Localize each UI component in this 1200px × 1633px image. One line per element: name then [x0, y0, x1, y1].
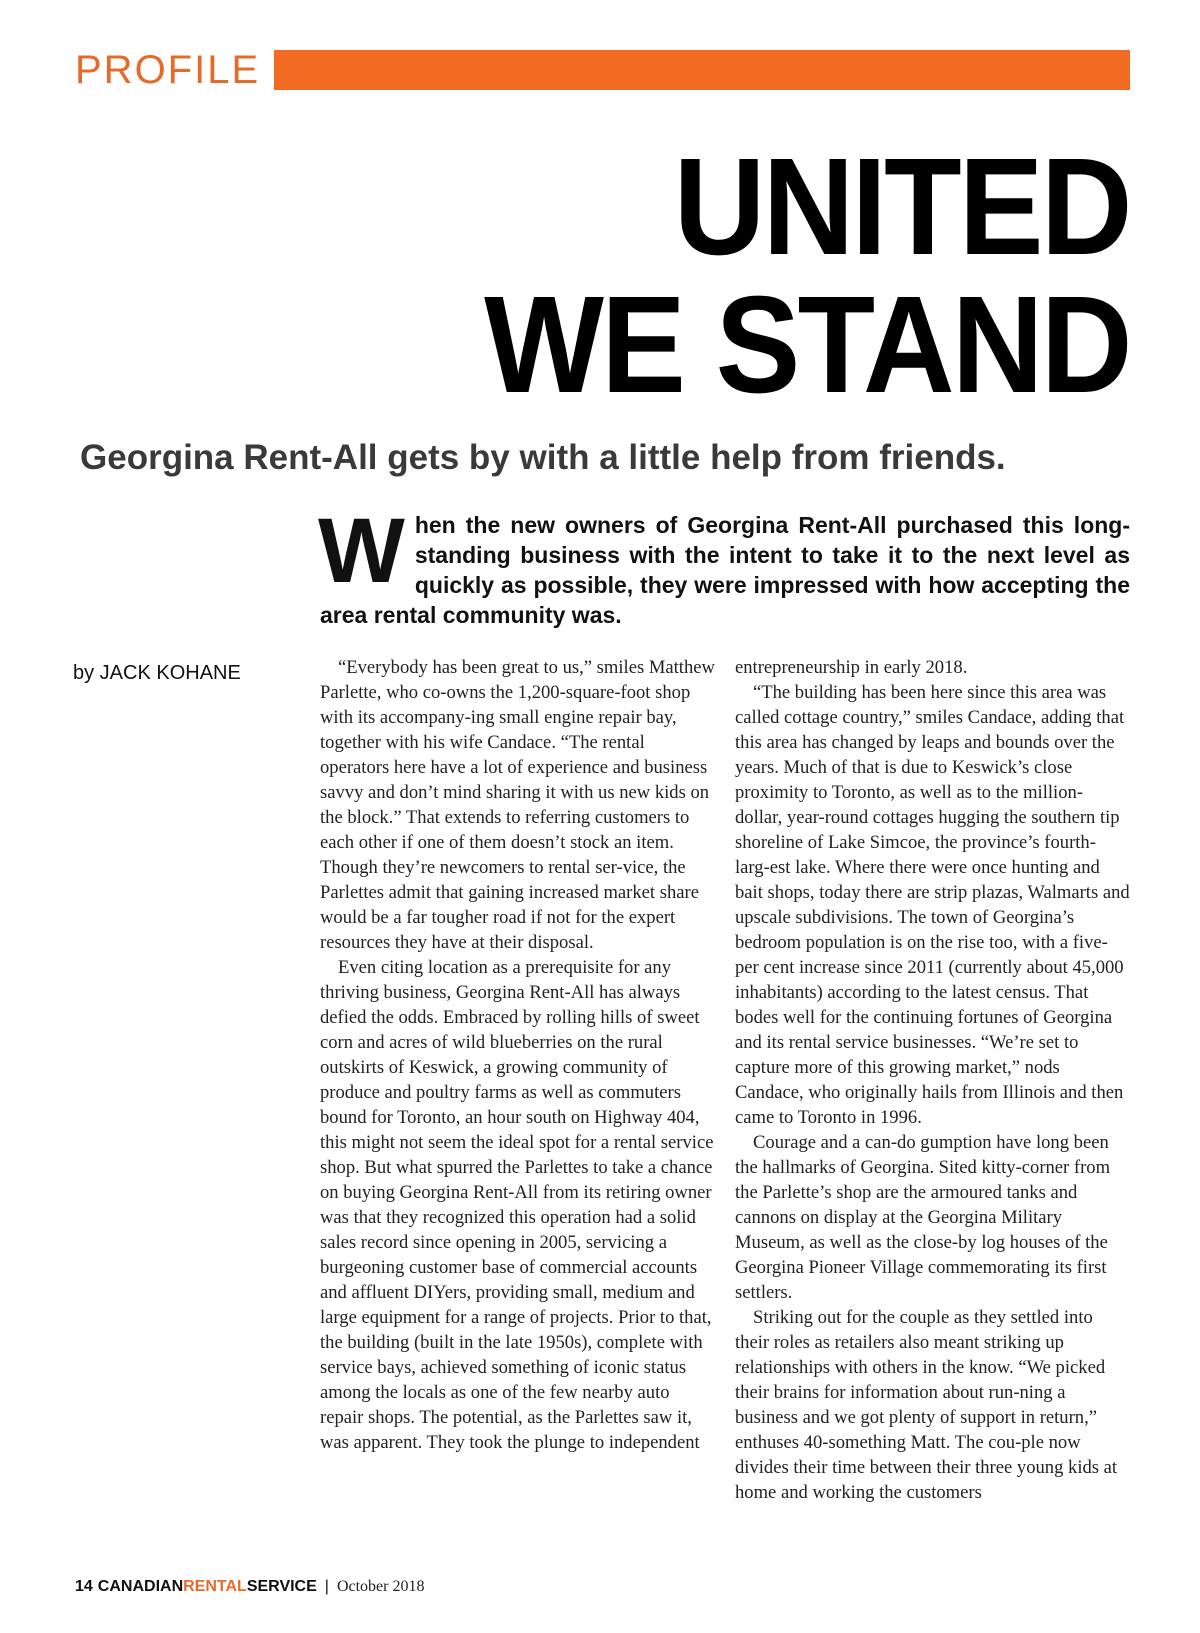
section-accent-bar: [274, 50, 1130, 90]
page-footer: [75, 1578, 424, 1596]
headline-line-2: WE STAND: [484, 268, 1130, 422]
drop-cap: W: [318, 500, 405, 602]
body-column-2: [735, 655, 1130, 1505]
issue-date: October 2018: [336, 1578, 425, 1595]
body-column-1: [320, 655, 715, 1455]
headline-line-1: UNITED: [673, 130, 1130, 284]
body-paragraph: Striking out for the couple as they settled into their roles as retailers also meant striking up relationships with others in the know. “We picked their brains for information about run-ning a business and we got plenty of support in return,” enthuses 40-something Matt. The cou-ple now divides their time between their three young kids at home and working the customers: [735, 1307, 1118, 1503]
publication-name-part-1: CANADIAN: [97, 1578, 184, 1595]
deck-subtitle: Georgina Rent-All gets by with a little help from friends.: [80, 438, 1006, 477]
body-paragraph: Even citing location as a prerequisite for any thriving business, Georgina Rent-All has always defied the odds. Embraced by rolling hills of sweet corn and acres of wild blueberries on the rural outskirts of Keswick, a growing community of produce and poultry farms as well as commuters bound for Toronto, an hour south on Highway 404, this might not seem the ideal spot for a rental service shop. But what spurred the Parlettes to take a chance on buying Georgina Rent-All from its retiring owner was that they recognized this operation had a solid sales record since opening in 2005, servicing a burgeoning customer base of commercial accounts and affluent DIYers, providing small, medium and large equipment for a range of projects. Prior to that, the building (built in the late 1950s), complete with service bays, achieved something of iconic status among the locals as one of the few nearby auto repair shops. The potential, as the Parlettes saw it, was apparent. They took the plunge to independent: [320, 957, 714, 1453]
footer-separator: |: [324, 1578, 329, 1595]
body-paragraph: entrepreneurship in early 2018.: [735, 657, 968, 678]
publication-name-part-3: SERVICE: [246, 1578, 317, 1595]
byline: by JACK KOHANE: [73, 662, 241, 684]
section-label: PROFILE: [75, 48, 261, 92]
publication-name-part-2: RENTAL: [183, 1578, 247, 1595]
section-header: [75, 48, 1130, 92]
page-number: 14: [75, 1578, 93, 1595]
body-paragraph: Courage and a can-do gumption have long been the hallmarks of Georgina. Sited kitty-corner from the Parlette’s shop are the armoured tanks and cannons on display at the Georgina Military Museum, as well as the close-by log houses of the Georgina Pioneer Village commemorating its first settlers.: [735, 1132, 1111, 1303]
body-paragraph: “Everybody has been great to us,” smiles Matthew Parlette, who co-owns the 1,200-square-foot shop with its accompany-ing small engine repair bay, together with his wife Candace. “The rental operators here have a lot of experience and business savvy and don’t mind sharing it with us new kids on the block.” That extends to referring customers to each other if one of them doesn’t stock an item. Though they’re newcomers to rental ser-vice, the Parlettes admit that gaining increased market share would be a far tougher road if not for the expert resources they have at their disposal.: [320, 657, 715, 953]
body-paragraph: “The building has been here since this area was called cottage country,” smiles Candace, adding that this area has changed by leaps and bounds over the years. Much of that is due to Keswick’s close proximity to Toronto, as well as to the million-dollar, year-round cottages hugging the southern tip shoreline of Lake Simcoe, the province’s fourth-larg-est lake. Where there were once hunting and bait shops, today there are strip plazas, Walmarts and upscale subdivisions. The town of Georgina’s bedroom population is on the rise too, with a five-per cent increase since 2011 (currently about 45,000 inhabitants) according to the latest census. That bodes well for the continuing fortunes of Georgina and its rental service businesses. “We’re set to capture more of this growing market,” nods Candace, who originally hails from Illinois and then came to Toronto in 1996.: [735, 682, 1130, 1128]
intro-paragraph: [318, 500, 1130, 630]
intro-text: hen the new owners of Georgina Rent-All purchased this long-standing business with the intent to take it to the next level as quickly as possible, they were impressed with how accepting the area rental community was.: [320, 512, 1130, 628]
headline: [484, 130, 1130, 422]
